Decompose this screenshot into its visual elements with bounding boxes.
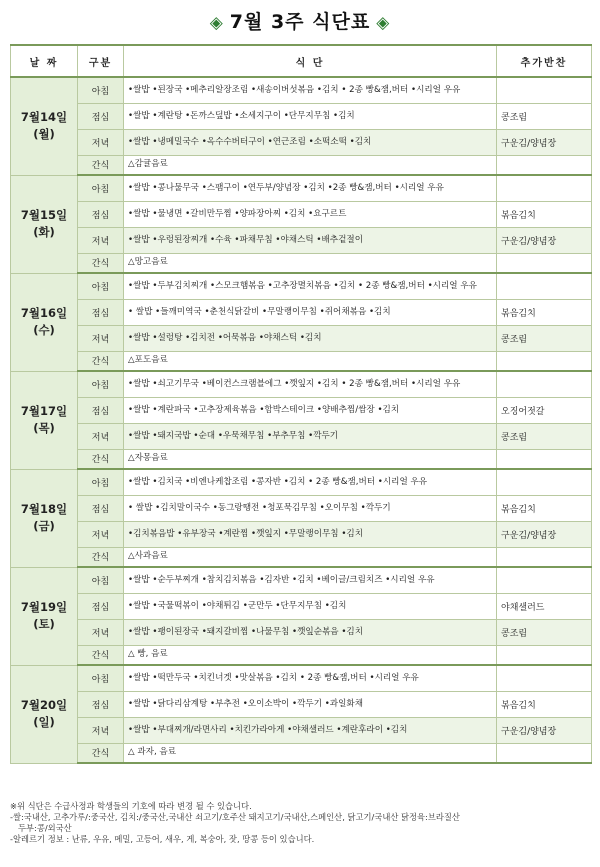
menu-items-cell: △자몽음료 [124,449,497,469]
meal-row [11,299,592,325]
menu-table [10,44,592,764]
meal-row [11,469,592,495]
meal-row [11,201,592,227]
menu-items-cell: • 쌀밥 •김치말이국수 •동그랑땡전 •청포묵김무침 •오이무침 •깍두기 [124,495,497,521]
menu-items-cell: •쌀밥 •물냉면 •갈비만두찜 •양파장아찌 •김치 •요구르트 [124,201,497,227]
meal-row [11,691,592,717]
extra-dish-cell: 콩조림 [497,619,592,645]
date-label: 7월19일 [20,600,68,614]
extra-dish-cell: 볶음김치 [497,495,592,521]
meal-type-cell: 아침 [78,469,124,495]
menu-items-cell: •쌀밥 •순두부찌개 •참치김치볶음 •김자반 •김치 •베이글/크림치즈 •시리얼 우유 [124,567,497,593]
extra-dish-cell: 오징어젓갈 [497,397,592,423]
extra-dish-cell: 구운김/양념장 [497,227,592,253]
extra-dish-cell [497,273,592,299]
menu-items-cell: •쌀밥 •설렁탕 •김치전 •어묵볶음 •야채스틱 •김치 [124,325,497,351]
meal-row [11,423,592,449]
menu-items-cell: △망고음료 [124,253,497,273]
date-label: 7월18일 [20,502,68,516]
menu-items-cell: •쌀밥 •냉메밀국수 •옥수수버터구이 •연근조림 •소떡소떡 •김치 [124,129,497,155]
extra-dish-cell [497,567,592,593]
menu-items-cell: •쌀밥 •팽이된장국 •돼지갈비찜 •나물무침 •깻잎순볶음 •김치 [124,619,497,645]
meal-row [11,547,592,567]
meal-type-cell: 점심 [78,691,124,717]
menu-items-cell: •쌀밥 •우렁된장찌개 •수육 •파채무침 •야채스틱 •배추겉절이 [124,227,497,253]
meal-type-cell: 아침 [78,175,124,201]
menu-items-cell: •쌀밥 •김치국 •비엔나케찹조림 •콩자반 •김치 • 2종 빵&잼,버터 •시리얼 우유 [124,469,497,495]
extra-dish-cell: 콩조림 [497,103,592,129]
date-cell [11,665,78,763]
weekday-label: (목) [33,421,55,435]
meal-type-cell: 저녁 [78,423,124,449]
meal-type-cell: 점심 [78,103,124,129]
menu-items-cell: •쌀밥 •떡만두국 •치킨너겟 •맛살볶음 •김치 • 2종 빵&잼,버터 •시리얼 우유 [124,665,497,691]
meal-type-cell: 간식 [78,155,124,175]
menu-items-cell: △ 과자, 음료 [124,743,497,763]
weekday-label: (일) [33,715,55,729]
meal-type-cell: 아침 [78,371,124,397]
extra-dish-cell: 야채샐러드 [497,593,592,619]
extra-dish-cell [497,645,592,665]
extra-dish-cell: 볶음김치 [497,299,592,325]
extra-dish-cell: 구운김/양념장 [497,521,592,547]
extra-dish-cell: 볶음김치 [497,201,592,227]
meal-row [11,567,592,593]
menu-items-cell: •쌀밥 •국물떡볶이 •야채튀김 •군만두 •단무지무침 •김치 [124,593,497,619]
meal-type-cell: 간식 [78,547,124,567]
meal-row [11,397,592,423]
meal-type-cell: 점심 [78,495,124,521]
diamond-icon: ◈ [376,13,391,33]
weekday-label: (수) [33,323,55,337]
meal-row [11,155,592,175]
date-cell [11,469,78,567]
extra-dish-cell: 구운김/양념장 [497,129,592,155]
extra-dish-cell [497,743,592,763]
meal-type-cell: 아침 [78,665,124,691]
date-cell [11,371,78,469]
extra-dish-cell: 콩조림 [497,325,592,351]
meal-row [11,273,592,299]
page-title [0,8,600,36]
extra-dish-cell [497,351,592,371]
menu-items-cell: •쌀밥 •쇠고기무국 •베이컨스크램블에그 •깻잎지 •김치 • 2종 빵&잼,버터 •시리얼 우유 [124,371,497,397]
menu-items-cell: •쌀밥 •닭다리삼계탕 •부추전 •오이소박이 •깍두기 •과일화채 [124,691,497,717]
note-line: -알레르기 정보 : 난류, 우유, 메밀, 고등어, 새우, 게, 복숭아, 잣, 땅콩 등이 있습니다. [10,834,315,844]
date-cell [11,175,78,273]
menu-items-cell: △사과음료 [124,547,497,567]
meal-type-cell: 저녁 [78,717,124,743]
meal-row [11,593,592,619]
meal-row [11,521,592,547]
extra-dish-cell [497,469,592,495]
menu-items-cell: •쌀밥 •계란탕 •돈까스덮밥 •소세지구이 •단무지무침 •김치 [124,103,497,129]
meal-type-cell: 점심 [78,593,124,619]
menu-items-cell: •김치볶음밥 •유부장국 •계란찜 •깻잎지 •무말랭이무침 •김치 [124,521,497,547]
meal-type-cell: 간식 [78,645,124,665]
meal-row [11,175,592,201]
date-cell [11,273,78,371]
meal-type-cell: 간식 [78,253,124,273]
meal-row [11,743,592,763]
extra-dish-cell: 볶음김치 [497,691,592,717]
menu-items-cell: • 쌀밥 •들깨미역국 •춘천식닭갈비 •무말랭이무침 •쥐어채볶음 •김치 [124,299,497,325]
meal-row [11,665,592,691]
menu-items-cell: △감귤음료 [124,155,497,175]
note-line: ※위 식단은 수급사정과 학생들의 기호에 따라 변경 될 수 있습니다. [10,801,252,811]
date-cell [11,567,78,665]
page-title-text: 7월 3주 식단표 [229,11,371,33]
date-label: 7월16일 [20,306,68,320]
meal-type-cell: 점심 [78,299,124,325]
meal-type-cell: 간식 [78,351,124,371]
extra-dish-cell [497,175,592,201]
extra-dish-cell [497,155,592,175]
meal-row [11,351,592,371]
meal-type-cell: 아침 [78,77,124,103]
meal-row [11,371,592,397]
menu-items-cell: △포도음료 [124,351,497,371]
extra-dish-cell [497,547,592,567]
menu-items-cell: •쌀밥 •콩나물무국 •스팸구이 •연두부/양념장 •김치 •2종 빵&잼,버터 •시리얼 우유 [124,175,497,201]
meal-type-cell: 저녁 [78,521,124,547]
extra-dish-cell: 콩조림 [497,423,592,449]
menu-items-cell: △ 빵, 음료 [124,645,497,665]
menu-items-cell: •쌀밥 •부대찌개/라면사리 •치킨가라아게 •야채샐러드 •계란후라이 •김치 [124,717,497,743]
extra-dish-cell [497,665,592,691]
meal-type-cell: 간식 [78,449,124,469]
header-extra: 추가반찬 [497,45,592,77]
weekday-label: (금) [33,519,55,533]
meal-row [11,253,592,273]
menu-items-cell: •쌀밥 •두부김치찌개 •스모크햄볶음 •고추장멸치볶음 •김치 • 2종 빵&잼,버터 •시리얼 우유 [124,273,497,299]
notes [10,801,591,845]
date-label: 7월20일 [20,698,68,712]
meal-row [11,77,592,103]
header-row [11,45,592,77]
extra-dish-cell [497,253,592,273]
meal-type-cell: 아침 [78,567,124,593]
meal-type-cell: 저녁 [78,325,124,351]
date-label: 7월17일 [20,404,68,418]
note-line: 두부:콩/외국산 [18,823,72,833]
meal-type-cell: 저녁 [78,227,124,253]
date-cell [11,77,78,175]
meal-row [11,495,592,521]
weekday-label: (월) [33,127,55,142]
meal-row [11,129,592,155]
date-label: 7월15일 [20,208,68,222]
note-line: -쌀:국내산, 고추가루/:중국산, 김치:/중국산,국내산 쇠고기/호주산 돼지고기/국내산,스페인산, 닭고기/국내산 닭정육:브라질산 [10,812,460,822]
meal-row [11,717,592,743]
meal-type-cell: 저녁 [78,129,124,155]
meal-row [11,449,592,469]
extra-dish-cell [497,449,592,469]
header-date: 날 짜 [11,45,78,77]
extra-dish-cell: 구운김/양념장 [497,717,592,743]
menu-body [11,77,592,763]
meal-row [11,645,592,665]
meal-row [11,325,592,351]
meal-row [11,619,592,645]
meal-row [11,103,592,129]
meal-type-cell: 아침 [78,273,124,299]
menu-items-cell: •쌀밥 •계란파국 •고추장제육볶음 •함박스테이크 •양배추찜/쌈장 •김치 [124,397,497,423]
weekday-label: (토) [33,617,55,631]
meal-type-cell: 저녁 [78,619,124,645]
header-menu: 식 단 [124,45,497,77]
diamond-icon: ◈ [209,13,224,33]
menu-items-cell: •쌀밥 •된장국 •메추리알장조림 •새송이버섯볶음 •김치 • 2종 빵&잼,버터 •시리얼 우유 [124,77,497,103]
meal-row [11,227,592,253]
extra-dish-cell [497,77,592,103]
header-type: 구분 [78,45,124,77]
menu-items-cell: •쌀밥 •돼지국밥 •순대 •우묵채무침 •부추무침 •깍두기 [124,423,497,449]
meal-type-cell: 간식 [78,743,124,763]
date-label: 7월14일 [20,110,68,125]
meal-type-cell: 점심 [78,397,124,423]
extra-dish-cell [497,371,592,397]
weekday-label: (화) [33,225,55,239]
meal-type-cell: 점심 [78,201,124,227]
